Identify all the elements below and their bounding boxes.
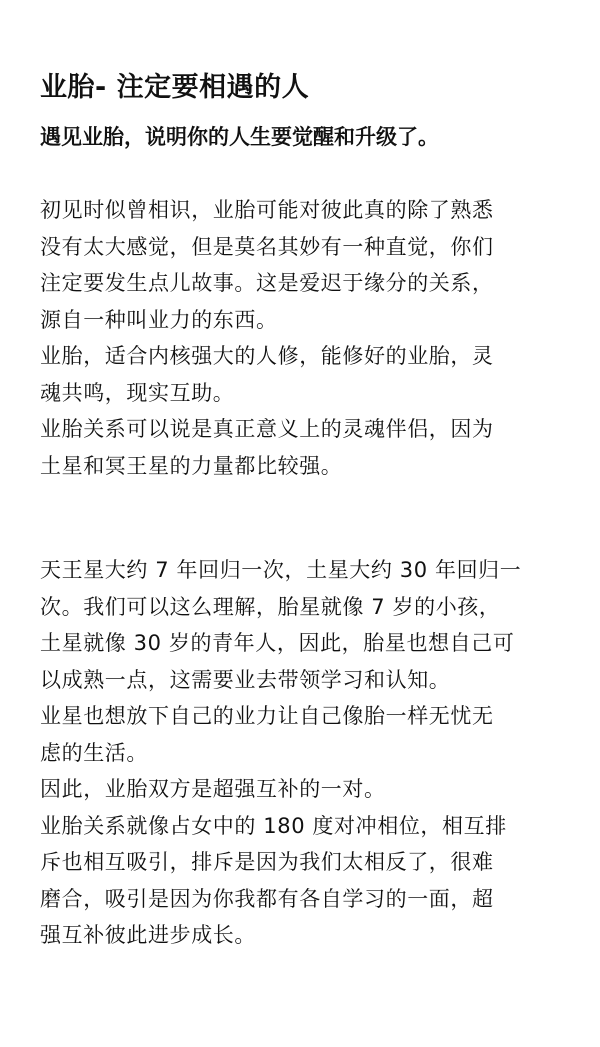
text-line: 魂共鸣，现实互助。 <box>40 380 235 405</box>
text-line: 没有太大感觉，但是莫名其妙有一种直觉，你们 <box>40 234 494 259</box>
text-line: 土星就像 30 岁的青年人，因此，胎星也想自己可 <box>40 631 515 655</box>
text-line: 源自一种叫业力的东西。 <box>40 307 278 332</box>
text-line: 业胎，适合内核强大的人修，能修好的业胎，灵 <box>40 344 494 368</box>
text-line: 强互补彼此进步成长。 <box>40 923 256 947</box>
text-line: 次。我们可以这么理解，胎星就像 7 岁的小孩， <box>40 594 501 619</box>
text-line: 注定要发生点儿故事。这是爱迟于缘分的关系， <box>40 271 494 295</box>
text-line: 天王星大约 7 年回归一次，土星大约 30 年回归一 <box>40 558 522 582</box>
body-section-1 <box>40 192 560 484</box>
body-section-2 <box>40 552 560 954</box>
text-line: 磨合，吸引是因为你我都有各自学习的一面，超 <box>40 886 494 911</box>
article-subtitle: 遇见业胎，说明你的人生要觉醒和升级了。 <box>40 125 439 149</box>
text-line: 虑的生活。 <box>40 740 148 765</box>
text-line: 业胎关系就像占女中的 180 度对冲相位，相互排 <box>40 813 507 838</box>
text-line: 业胎关系可以说是真正意义上的灵魂伴侣，因为 <box>40 417 494 441</box>
text-line: 以成熟一点，这需要业去带领学习和认知。 <box>40 667 451 692</box>
article-title: 业胎- 注定要相遇的人 <box>40 72 310 103</box>
text-line: 斥也相互吸引，排斥是因为我们太相反了，很难 <box>40 850 494 874</box>
text-line: 因此，业胎双方是超强互补的一对。 <box>40 777 386 801</box>
text-line: 土星和冥王星的力量都比较强。 <box>40 453 343 478</box>
text-line: 初见时似曾相识，业胎可能对彼此真的除了熟悉 <box>40 198 494 222</box>
text-line: 业星也想放下自己的业力让自己像胎一样无忧无 <box>40 704 494 728</box>
